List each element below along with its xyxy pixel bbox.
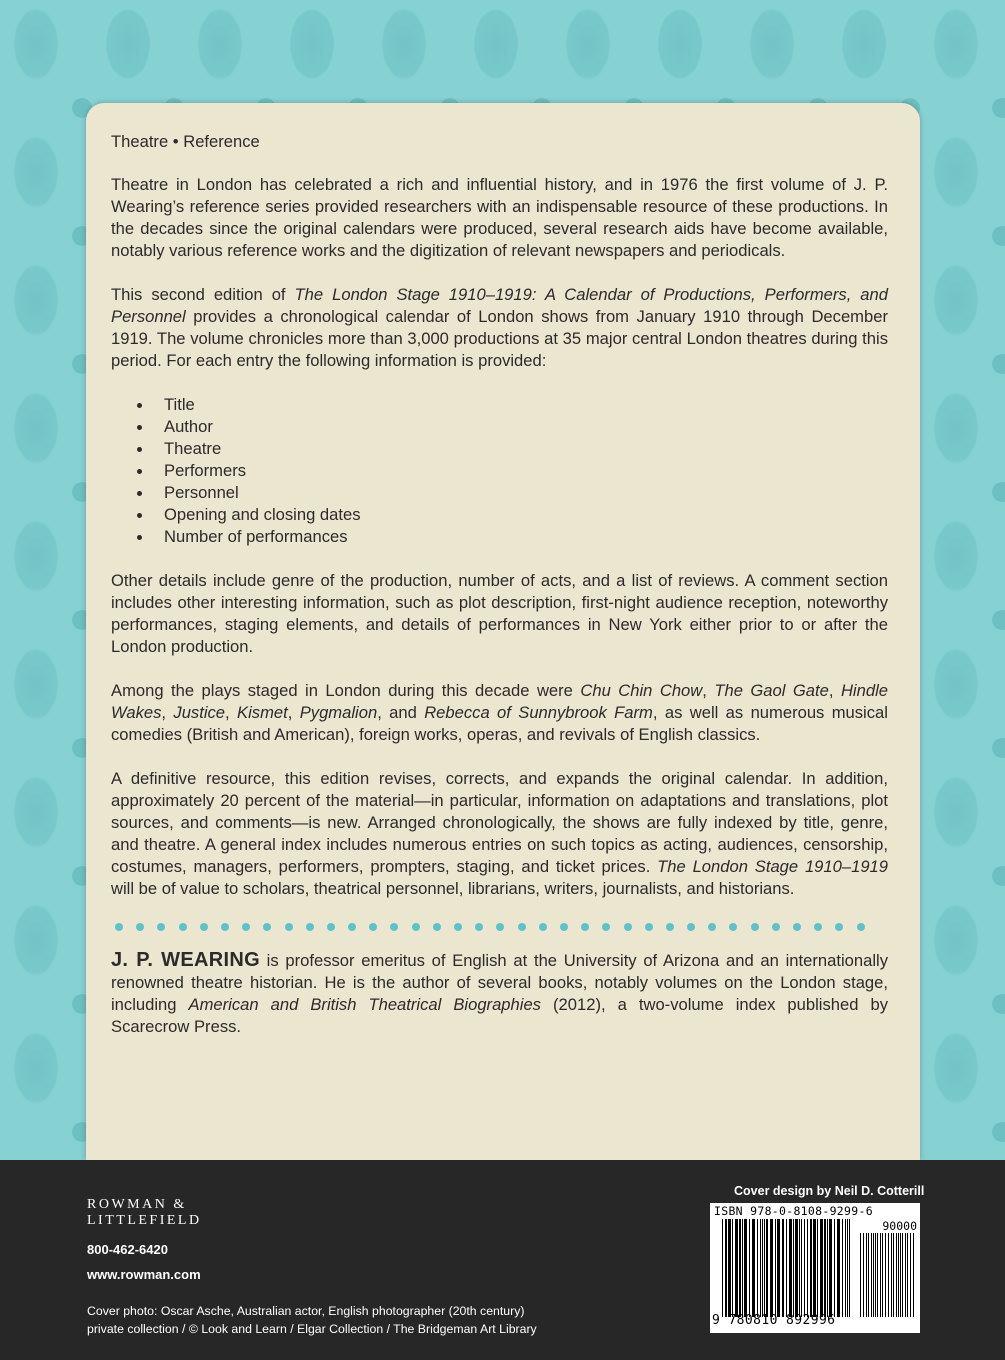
barcode-bar (786, 1219, 787, 1317)
dotted-divider (115, 922, 865, 932)
barcode-bar (900, 1233, 901, 1317)
barcode-bar (877, 1233, 878, 1317)
play-title: The Gaol Gate (714, 681, 829, 700)
list-item: Opening and closing dates (164, 504, 888, 526)
play-title: Justice (173, 703, 226, 722)
edition-lead: This second edition of (111, 285, 295, 304)
info-list (111, 394, 888, 548)
barcode-bar (902, 1233, 903, 1317)
barcode-bar (749, 1219, 750, 1317)
list-item: Theatre (164, 438, 888, 460)
play-title: Hindle Wakes (111, 681, 888, 722)
barcode-bar (725, 1219, 727, 1317)
barcode-bar (742, 1219, 743, 1317)
separator: , (287, 703, 300, 722)
separator: , and (377, 703, 425, 722)
barcode-bar (891, 1233, 892, 1317)
separator: , (702, 681, 715, 700)
addon-barcode-bars (860, 1233, 916, 1317)
credit-line: private collection / © Look and Learn / Elgar Collection / The Bridgeman Art Library (87, 1322, 537, 1336)
publisher-logo (87, 1197, 202, 1229)
author-bio-text: is professor emeritus of English at the University of Arizona and an internationally renowned theatre historian. He is the author of several books, notably volumes on the London stage, including (111, 951, 888, 1014)
separator: , (828, 681, 841, 700)
author-bio (111, 949, 888, 1038)
plays-lead: Among the plays staged in London during this decade were (111, 681, 581, 700)
intro-paragraph: Theatre in London has celebrated a rich and influential history, and in 1976 the first volume of J. P. Wearing’s reference series provided researchers with an indispensable resource of these productions. In the decades since the original calendars were produced, several research aids have become available, notably various reference works and the digitization of relevant newspapers and periodicals. (111, 175, 888, 260)
barcode-bar (777, 1219, 780, 1317)
list-item: Title (164, 394, 888, 416)
barcode-bar (752, 1219, 755, 1317)
list-item: Author (164, 416, 888, 438)
play-title: Kismet (237, 703, 288, 722)
barcode-bar (885, 1233, 886, 1317)
barcode-bar (799, 1219, 800, 1317)
barcode-bar (868, 1233, 869, 1317)
isbn-barcode (710, 1203, 920, 1333)
publisher-phone: 800-462-6420 (87, 1242, 168, 1257)
barcode-bar (789, 1219, 792, 1317)
book-title: American and British Theatrical Biographies (188, 995, 541, 1014)
barcode-bars (722, 1219, 852, 1317)
publisher-website: www.rowman.com (87, 1267, 201, 1282)
plays-tail: , as well as numerous musical comedies (British and American), foreign works, operas, and revivals of English classics. (111, 703, 888, 744)
barcode-bar (893, 1233, 894, 1317)
barcode-bar (871, 1233, 872, 1317)
barcode-bar (817, 1219, 818, 1317)
barcode-bar (739, 1219, 741, 1317)
book-title: The London Stage 1910–1919: A Calendar of Productions, Performers, and Personnel (111, 285, 888, 326)
barcode-bar (820, 1219, 823, 1317)
barcode-bar (910, 1233, 911, 1317)
barcode-bar (913, 1233, 914, 1317)
ean-digits: 9 780810 892996 (712, 1313, 836, 1328)
separator: , (225, 703, 238, 722)
author-name: J. P. WEARING (111, 949, 260, 971)
details-paragraph: Other details include genre of the production, number of acts, and a list of reviews. A comment section includes other interesting information, such as plot description, first-night audience reception, noteworthy performances, staging elements, and details of performances in New York either prior to or after the London production. (111, 571, 888, 656)
barcode-bar (863, 1233, 864, 1317)
resource-text: A definitive resource, this edition revises, corrects, and expands the original calendar. In addition, approximately 20 percent of the material—in particular, information on adaptations and translations, plot sources, and comments—is new. Arranged chronologically, the shows are fully indexed by title, genre, and theatre. A general index includes numerous entries on such topics as acting, audiences, censorship, costumes, managers, performers, prompters, staging, and ticket prices. (111, 769, 888, 876)
barcode-bar (722, 1219, 723, 1317)
barcode-bar (834, 1219, 835, 1317)
edition-paragraph (111, 284, 888, 372)
barcode-bar (807, 1219, 808, 1317)
price-code: 90000 (882, 1219, 917, 1233)
barcode-bar (827, 1219, 828, 1317)
barcode-bar (728, 1219, 731, 1317)
plays-paragraph (111, 680, 888, 746)
list-item: Performers (164, 460, 888, 482)
barcode-bar (875, 1233, 876, 1317)
barcode-bar (829, 1219, 832, 1317)
barcode-bar (804, 1219, 805, 1317)
credit-line: Cover photo: Oscar Asche, Australian actor, English photographer (20th century) (87, 1304, 525, 1318)
barcode-bar (735, 1219, 738, 1317)
barcode-bar (762, 1219, 763, 1317)
resource-paragraph (111, 768, 888, 900)
footer-band (0, 1160, 1005, 1360)
barcode-bar (837, 1219, 840, 1317)
play-title: Pygmalion (299, 703, 378, 722)
barcode-bar (824, 1219, 826, 1317)
barcode-bar (775, 1219, 776, 1317)
publisher-logo-line: LITTLEFIELD (87, 1213, 202, 1228)
barcode-bar (764, 1219, 765, 1317)
barcode-bar (888, 1233, 889, 1317)
barcode-bar (782, 1219, 784, 1317)
barcode-bar (860, 1233, 861, 1317)
barcode-bar (760, 1219, 761, 1317)
barcode-bar (866, 1233, 867, 1317)
barcode-bar (880, 1233, 881, 1317)
barcode-bar (770, 1219, 773, 1317)
barcode-bar (896, 1233, 897, 1317)
list-item: Personnel (164, 482, 888, 504)
barcode-bar (849, 1219, 850, 1317)
cover-photo-credit (87, 1302, 537, 1338)
barcode-bar (845, 1219, 846, 1317)
book-title: The London Stage 1910–1919 (657, 857, 889, 876)
barcode-bar (801, 1219, 802, 1317)
barcode-bar (898, 1233, 899, 1317)
barcode-bar (732, 1219, 733, 1317)
author-bio-tail: (2012), a two-volume index published by Scarecrow Press. (111, 995, 888, 1036)
barcode-bar (793, 1219, 794, 1317)
back-cover-copy (111, 131, 888, 1060)
play-title: Rebecca of Sunnybrook Farm (424, 703, 653, 722)
isbn-label: ISBN 978-0-8108-9299-6 (714, 1204, 873, 1218)
edition-rest: provides a chronological calendar of London shows from January 1910 through December 1919. The volume chronicles more than 3,000 productions at 35 major central London theatres during this period. For each entry the following information is provided: (111, 307, 888, 370)
list-item: Number of performances (164, 526, 888, 548)
barcode-bar (847, 1219, 848, 1317)
cover-design-credit: Cover design by Neil D. Cotterill (734, 1184, 925, 1198)
play-title: Chu Chin Chow (580, 681, 703, 700)
barcode-bar (757, 1219, 758, 1317)
barcode-bar (810, 1219, 812, 1317)
barcode-bar (744, 1219, 747, 1317)
barcode-bar (795, 1219, 798, 1317)
category-line: Theatre • Reference (111, 132, 260, 151)
barcode-bar (882, 1233, 883, 1317)
separator: , (161, 703, 174, 722)
barcode-bar (813, 1219, 816, 1317)
barcode-bar (766, 1219, 768, 1317)
barcode-bar (842, 1219, 843, 1317)
publisher-logo-line: ROWMAN & (87, 1197, 187, 1212)
barcode-bar (873, 1233, 874, 1317)
resource-tail: will be of value to scholars, theatrical personnel, librarians, writers, journalists, and historians. (111, 879, 795, 898)
barcode-bar (905, 1233, 906, 1317)
barcode-bar (907, 1233, 908, 1317)
